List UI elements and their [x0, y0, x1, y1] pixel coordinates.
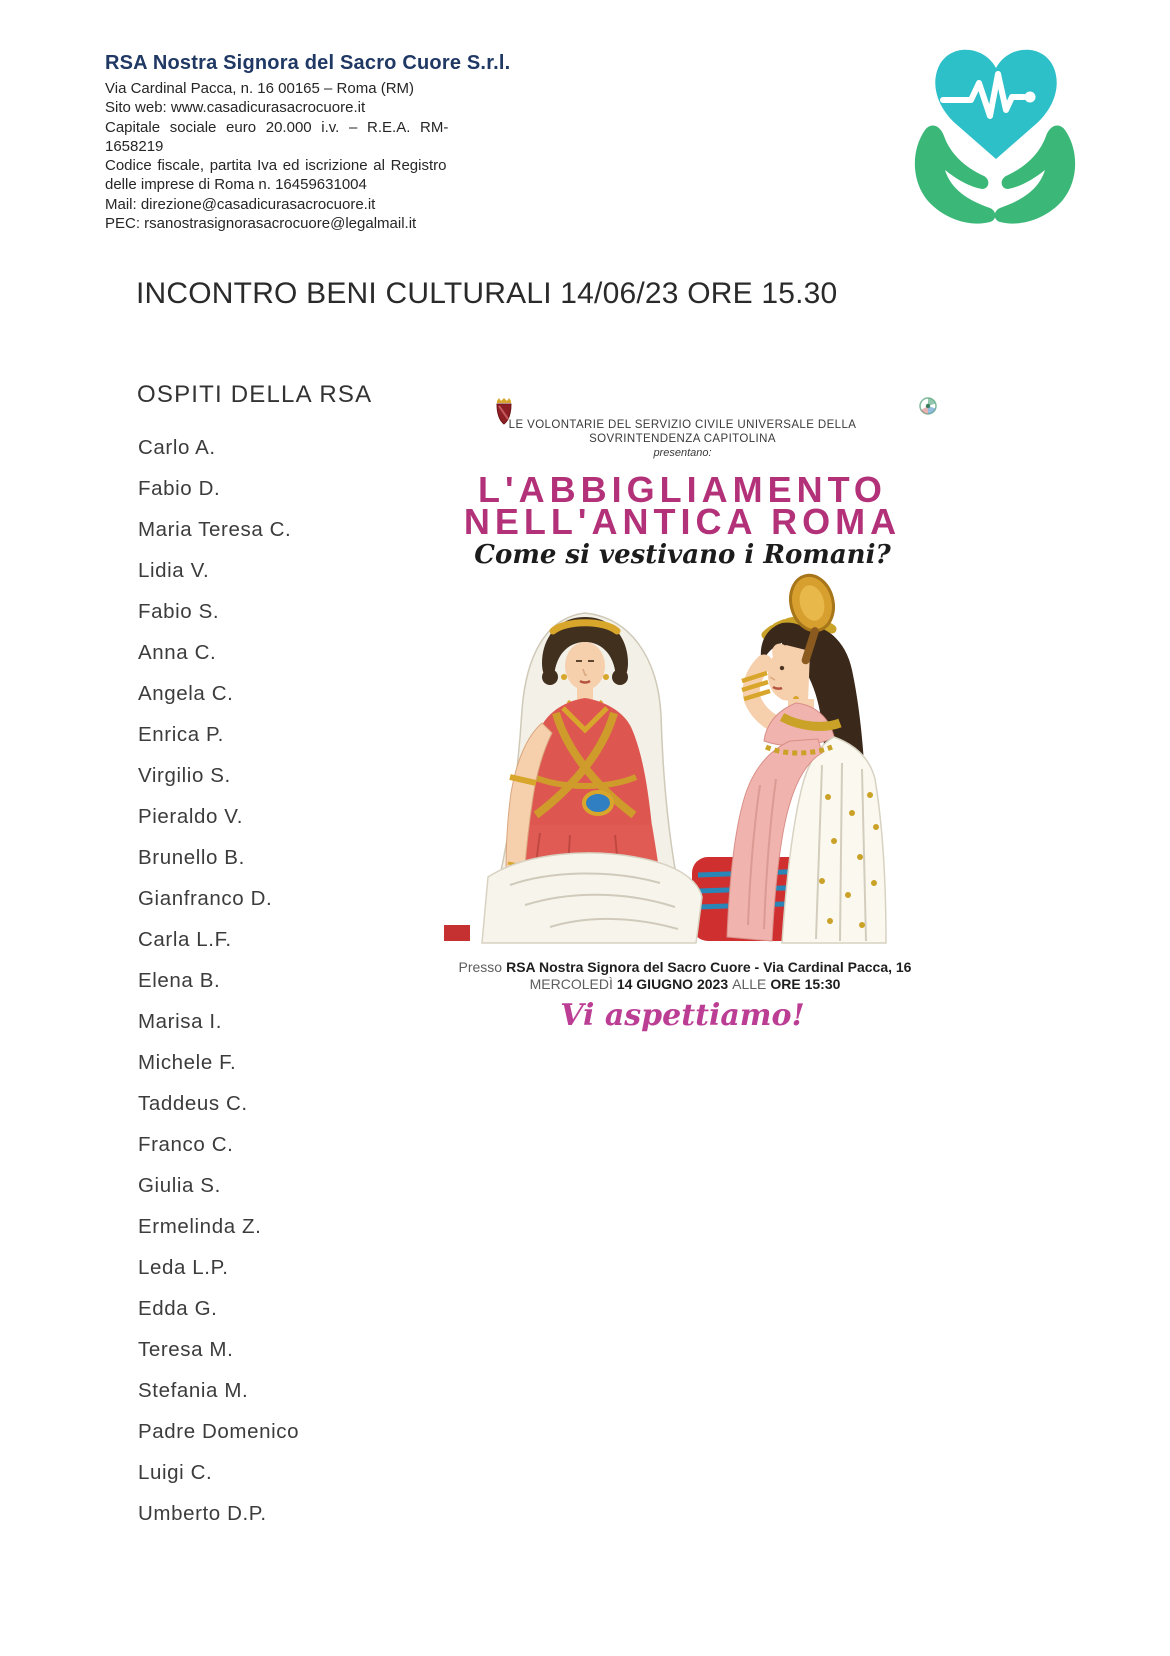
guest-list [138, 427, 299, 1534]
heart-hands-logo-icon [903, 36, 1087, 226]
flyer-subtitle: Come si vestivano i Romani? [474, 540, 891, 570]
guest-name: Lidia V. [138, 559, 210, 582]
pec-line: PEC: rsanostrasignorasacrocuore@legalmail.it [105, 215, 417, 233]
guest-name: Edda G. [138, 1297, 218, 1320]
time-text: ORE 15:30 [770, 976, 841, 992]
presenter-line-3: presentano: [653, 447, 712, 459]
guest-name: Virgilio S. [138, 764, 231, 787]
guest-name: Marisa I. [138, 1010, 222, 1033]
address-line: Via Cardinal Pacca, n. 16 00165 – Roma (RM) [105, 80, 415, 97]
document-title: INCONTRO BENI CULTURALI 14/06/23 ORE 15.30 [136, 277, 838, 310]
event-flyer [425, 368, 940, 1048]
guest-name: Umberto D.P. [138, 1502, 267, 1525]
servizio-civile-icon [919, 397, 937, 415]
website-line: Sito web: www.casadicurasacrocuore.it [105, 99, 366, 117]
closing-line: Vi aspettiamo! [560, 998, 805, 1033]
guest-name: Carla L.F. [138, 928, 232, 951]
guest-list-heading: OSPITI DELLA RSA [137, 381, 373, 408]
guest-name: Luigi C. [138, 1461, 213, 1484]
venue-text: RSA Nostra Signora del Sacro Cuore - Via Cardinal Pacca, 16 [506, 959, 912, 975]
venue-prefix: Presso [458, 959, 503, 975]
flyer-title-line-1: L'ABBIGLIAMENTO [478, 469, 887, 510]
guest-name: Carlo A. [138, 436, 216, 459]
guest-name: Elena B. [138, 969, 221, 992]
guest-name: Angela C. [138, 682, 234, 705]
guest-name: Stefania M. [138, 1379, 249, 1402]
date-day: MERCOLEDÌ [529, 976, 613, 992]
mail-line: Mail: direzione@casadicurasacrocuore.it [105, 195, 376, 213]
guest-name: Maria Teresa C. [138, 518, 292, 541]
guest-name: Padre Domenico [138, 1420, 300, 1443]
capital-line-1: Capitale sociale euro 20.000 i.v. – R.E.A. RM- [105, 118, 449, 136]
guest-name: Leda L.P. [138, 1256, 229, 1279]
venue-line [405, 959, 965, 975]
date-connector: ALLE [732, 976, 767, 992]
guest-name: Taddeus C. [138, 1092, 248, 1115]
guest-name: Fabio S. [138, 600, 220, 623]
flyer-title-line-2: NELL'ANTICA ROMA [463, 501, 902, 542]
guest-name: Brunello B. [138, 846, 245, 869]
roman-women-illustration [430, 565, 940, 945]
guest-name: Gianfranco D. [138, 887, 273, 910]
guest-name: Teresa M. [138, 1338, 234, 1361]
guest-name: Anna C. [138, 641, 217, 664]
guest-name: Michele F. [138, 1051, 237, 1074]
date-line [405, 976, 965, 992]
letterhead [105, 52, 511, 233]
capital-line-2: 1658219 [105, 137, 164, 155]
fiscal-line-1: Codice fiscale, partita Iva ed iscrizione al Registro [105, 157, 447, 175]
guest-name: Fabio D. [138, 477, 221, 500]
guest-name: Enrica P. [138, 723, 224, 746]
fiscal-line-2: delle imprese di Roma n. 16459631004 [105, 176, 367, 194]
presenter-line-1: LE VOLONTARIE DEL SERVIZIO CIVILE UNIVERSALE DELLA [508, 419, 857, 431]
guest-name: Pieraldo V. [138, 805, 243, 828]
date-text: 14 GIUGNO 2023 [616, 976, 729, 992]
company-name: RSA Nostra Signora del Sacro Cuore S.r.l. [105, 52, 511, 74]
guest-name: Giulia S. [138, 1174, 221, 1197]
guest-name: Ermelinda Z. [138, 1215, 262, 1238]
guest-name: Franco C. [138, 1133, 234, 1156]
presenter-line-2: SOVRINTENDENZA CAPITOLINA [589, 433, 776, 445]
